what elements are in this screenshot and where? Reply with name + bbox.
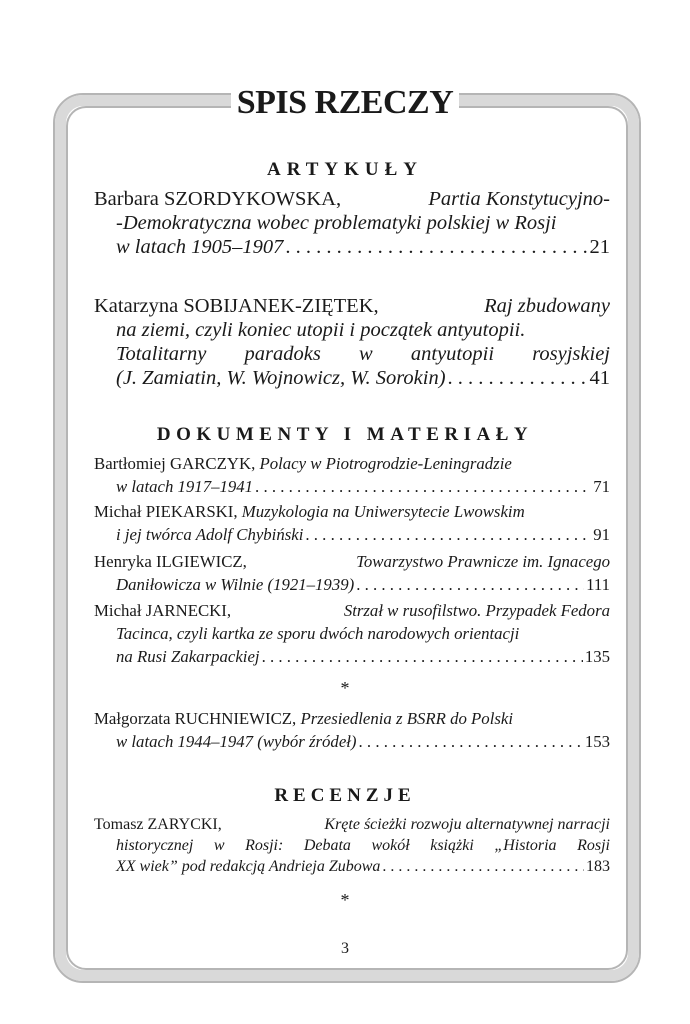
page-number [0,940,690,958]
leader-dots [262,645,583,668]
entry-author: Katarzyna SOBIJANEK-ZIĘTEK, [94,295,379,317]
entry-page: 183 [586,858,610,875]
leader-dots [359,730,583,753]
leader-dots [255,475,591,498]
entry-title: na ziemi, czyli koniec utopii i początek antyutopii. [116,319,526,341]
leader-dots [448,366,588,390]
entry-page: 111 [586,575,610,594]
toc-entry[interactable] [94,550,610,596]
entry-title: Daniłowicza w Wilnie (1921–1939) [116,575,355,594]
entry-title: Muzykologia na Uniwersytecie Lwowskim [241,502,525,521]
toc-entry[interactable] [94,294,610,390]
entry-author: Tomasz ZARYCKI, [94,816,222,833]
page-number-text: 3 [336,940,354,957]
section-heading-articles: ARTYKUŁY [266,159,424,180]
toc-entry[interactable] [94,187,610,259]
entry-page: 91 [593,525,610,544]
separator-asterisk: * [340,890,350,910]
entry-title: (J. Zamiatin, W. Wojnowicz, W. Sorokin) [116,367,446,389]
entry-title: i jej twórca Adolf Chybiński [116,525,304,544]
entry-title: Partia Konstytucyjno- [428,188,610,210]
entry-author: Michał JARNECKI, [94,601,232,620]
leader-dots [285,235,587,259]
section-heading-reviews: RECENZJE [274,785,416,806]
entry-title: w latach 1944–1947 (wybór źródeł) [116,732,357,751]
entry-page: 21 [589,236,610,258]
entry-author: Michał PIEKARSKI, [94,502,238,521]
separator-asterisk: * [340,678,350,698]
toc-entry[interactable] [94,814,610,877]
entry-page: 135 [584,647,610,666]
leader-dots [356,573,584,596]
entry-title: Towarzystwo Prawnicze im. Ignacego [356,552,610,571]
page-title [0,83,690,123]
page-title-text: SPIS RZECZY [231,84,460,121]
entry-author: Bartłomiej GARCZYK, [94,454,256,473]
entry-author: Małgorzata RUCHNIEWICZ, [94,709,297,728]
entry-title: -Demokratyczna wobec problematyki polskiej w Rosji [116,212,557,234]
entry-page: 153 [584,732,610,751]
section-heading-documents: DOKUMENTY I MATERIAŁY [156,424,534,445]
leader-dots [305,523,591,546]
entry-page: 41 [589,367,610,389]
entry-title: XX wiek” pod redakcją Andrieja Zubowa [116,858,381,875]
toc-entry[interactable] [94,452,610,498]
entry-title: w latach 1905–1907 [116,236,284,258]
entry-title: Kręte ścieżki rozwoju alternatywnej narracji [324,816,610,833]
toc-entry[interactable] [94,599,610,668]
entry-title: Tacinca, czyli kartka ze sporu dwóch narodowych orientacji [116,624,520,643]
entry-title: w latach 1917–1941 [116,477,254,496]
entry-title: Polacy w Piotrogrodzie-Leningradzie [259,454,512,473]
entry-title: na Rusi Zakarpackiej [116,647,260,666]
leader-dots [382,856,584,877]
toc-entry[interactable] [94,707,610,753]
entry-title: Strzał w rusofilstwo. Przypadek Fedora [343,601,610,620]
entry-author: Henryka ILGIEWICZ, [94,552,247,571]
entry-title: Raj zbudowany [484,295,610,317]
entry-title: historycznej w Rosji: Debata wokół książki „Historia Rosji [116,837,610,854]
entry-author: Barbara SZORDYKOWSKA, [94,188,342,210]
entry-title: Totalitarny paradoks w antyutopii rosyjskiej [116,343,610,365]
entry-title: Przesiedlenia z BSRR do Polski [300,709,513,728]
entry-page: 71 [593,477,610,496]
toc-entry[interactable] [94,500,610,546]
